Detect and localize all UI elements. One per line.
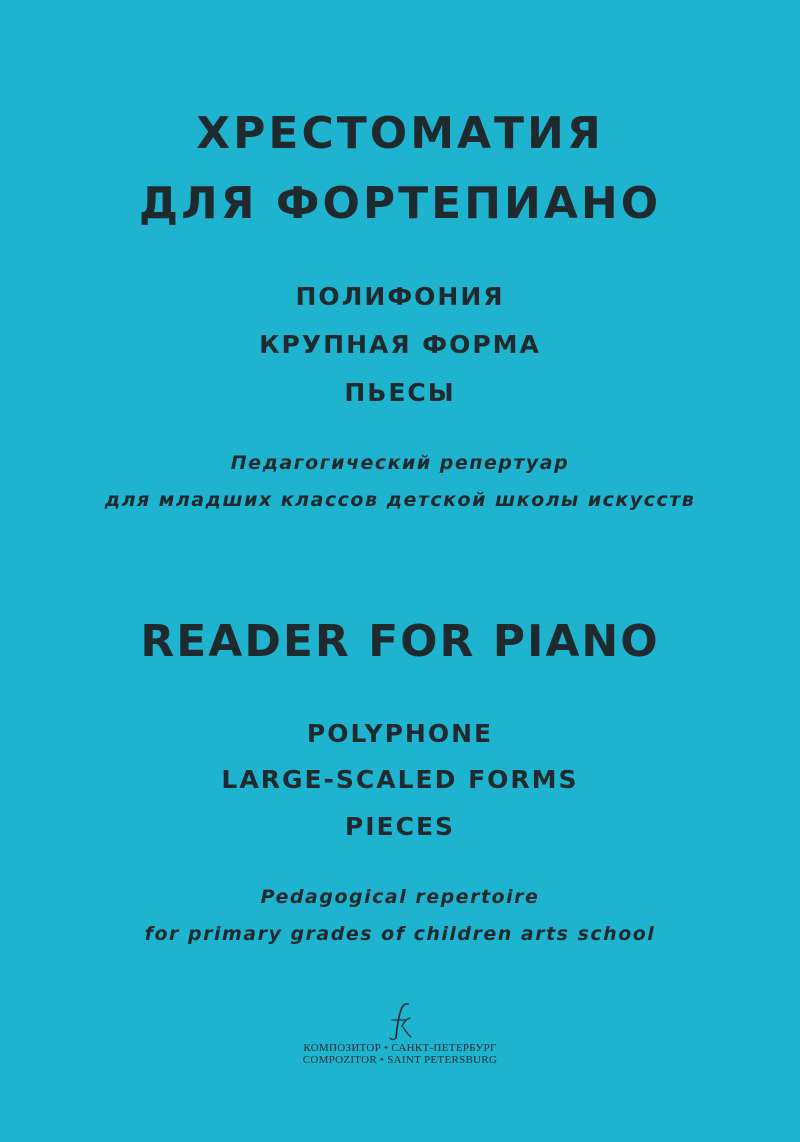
subtitle-en-line-2: for primary grades of children arts school xyxy=(144,923,656,945)
section-ru-polyphony: ПОЛИФОНИЯ xyxy=(295,282,505,311)
subtitle-en-line-1: Pedagogical repertoire xyxy=(260,886,540,908)
section-ru-large-form: КРУПНАЯ ФОРМА xyxy=(259,330,541,359)
section-en-pieces: PIECES xyxy=(344,812,456,841)
section-ru-pieces: ПЬЕСЫ xyxy=(344,378,456,407)
subtitle-ru-line-1: Педагогический репертуар xyxy=(230,452,570,474)
section-en-large-scaled-forms: LARGE-SCALED FORMS xyxy=(221,765,579,794)
title-en: READER FOR PIANO xyxy=(140,616,660,667)
title-ru-line-1: ХРЕСТОМАТИЯ xyxy=(196,108,604,159)
subtitle-ru-line-2: для младших классов детской школы искусств xyxy=(104,489,696,511)
publisher-name-en: COMPOZITOR • SAINT PETERSBURG xyxy=(302,1054,498,1066)
publisher-block xyxy=(0,1000,800,1066)
publisher-name-ru: КОМПОЗИТОР • САНКТ-ПЕТЕРБУРГ xyxy=(303,1042,497,1054)
section-en-polyphone: POLYPHONE xyxy=(306,719,494,748)
title-ru-line-2: ДЛЯ ФОРТЕПИАНО xyxy=(138,178,662,229)
composer-monogram-icon xyxy=(380,1000,420,1042)
